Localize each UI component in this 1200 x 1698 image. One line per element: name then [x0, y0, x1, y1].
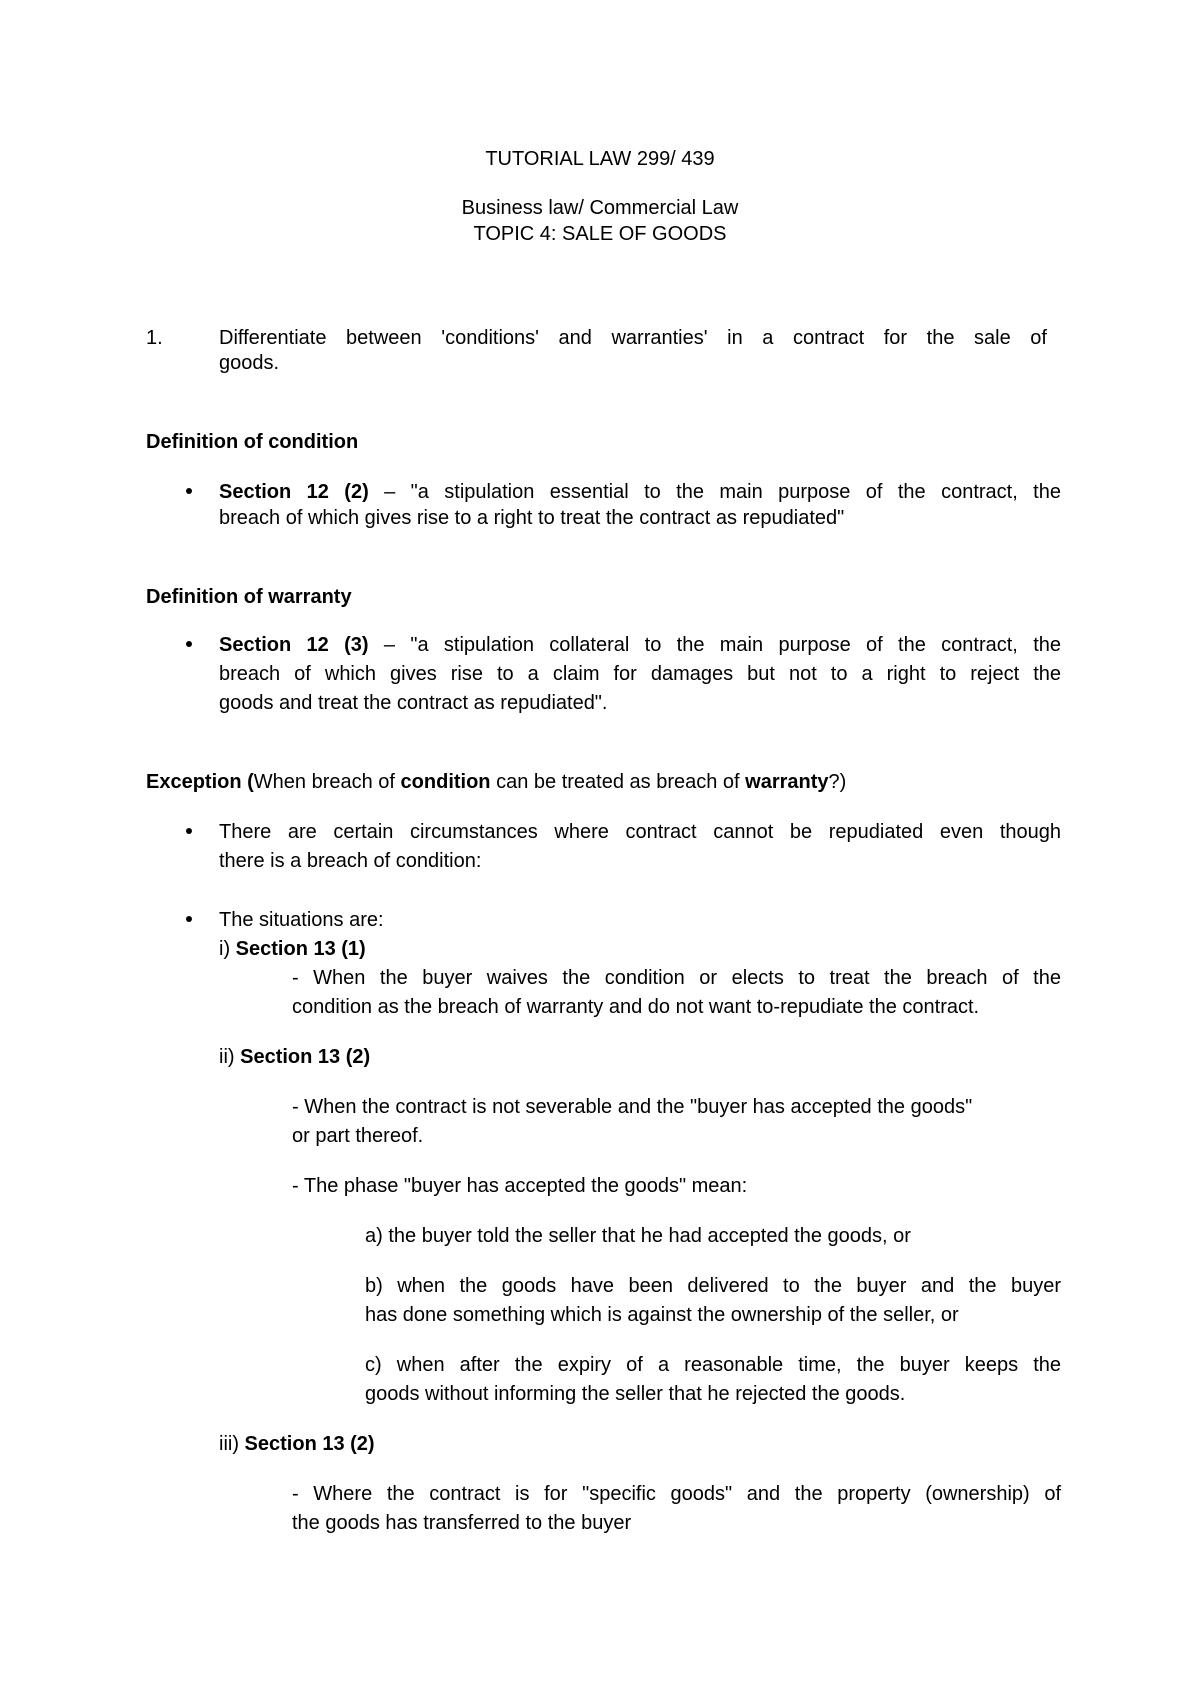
situation-iii-section: Section 13 (2): [244, 1433, 375, 1455]
question-text-line2: goods.: [219, 352, 280, 374]
bullet-icon: [186, 488, 192, 494]
meaning-c-line1: c) when after the expiry of a reasonable time, the buyer keeps the: [365, 1354, 1061, 1376]
warranty-section: Section 12 (3): [219, 634, 369, 656]
bullet-icon: [186, 641, 192, 647]
situation-iii-heading: [219, 1432, 375, 1456]
exception-text3: ?): [828, 771, 847, 793]
condition-text: – "a stipulation essential to the main purpose of the contract, the: [368, 481, 1061, 503]
situation-ii-heading: [219, 1045, 370, 1069]
situation-ii-line2: or part thereof.: [292, 1125, 424, 1147]
condition-line2: breach of which gives rise to a right to treat the contract as repudiated": [219, 507, 845, 529]
condition-section: Section 12 (2): [219, 481, 369, 503]
situation-i-heading: [219, 937, 366, 961]
question-number: 1.: [146, 327, 163, 349]
situation-iii-line2: the goods has transferred to the buyer: [292, 1512, 632, 1534]
document-topic: TOPIC 4: SALE OF GOODS: [473, 223, 727, 245]
warranty-line3: goods and treat the contract as repudiated".: [219, 692, 608, 714]
exception-bullet2: The situations are:: [219, 909, 384, 931]
exception-text1: When breach of: [253, 771, 401, 793]
warranty-line2: breach of which gives rise to a claim for damages but not to a right to reject the: [219, 663, 1061, 685]
exception-word-warranty: warranty: [745, 771, 829, 793]
situation-i-line1: - When the buyer waives the condition or elects to treat the breach of the: [292, 967, 1061, 989]
situation-ii-phase: - The phase "buyer has accepted the goods" mean:: [292, 1175, 748, 1197]
situation-iii-line1: - Where the contract is for "specific goods" and the property (ownership) of: [292, 1483, 1061, 1505]
situation-iii-prefix: iii): [219, 1433, 245, 1455]
bullet-icon: [186, 828, 192, 834]
meaning-c-line2: goods without informing the seller that he rejected the goods.: [365, 1383, 906, 1405]
meaning-a: a) the buyer told the seller that he had accepted the goods, or: [365, 1225, 911, 1247]
warranty-line1: [219, 633, 1061, 657]
question-text-line1: Differentiate between 'conditions' and warranties' in a contract for the sale of: [219, 327, 1047, 349]
situation-i-prefix: i): [219, 938, 236, 960]
warranty-text: – "a stipulation collateral to the main purpose of the contract, the: [368, 634, 1061, 656]
warranty-heading: Definition of warranty: [146, 586, 352, 608]
exception-bullet1-line1: There are certain circumstances where contract cannot be repudiated even though: [219, 821, 1061, 843]
situation-i-section: Section 13 (1): [235, 938, 366, 960]
situation-ii-line1: - When the contract is not severable and the "buyer has accepted the goods": [292, 1096, 973, 1118]
document-title: TUTORIAL LAW 299/ 439: [485, 148, 715, 170]
condition-heading: Definition of condition: [146, 431, 359, 453]
exception-label: Exception (: [146, 771, 254, 793]
meaning-b-line2: has done something which is against the ownership of the seller, or: [365, 1304, 959, 1326]
bullet-icon: [186, 916, 192, 922]
exception-heading: [146, 770, 846, 794]
condition-line1: [219, 480, 1061, 504]
situation-i-line2: condition as the breach of warranty and do not want to-repudiate the contract.: [292, 996, 980, 1018]
exception-word-condition: condition: [400, 771, 491, 793]
exception-text2: can be treated as breach of: [490, 771, 746, 793]
document-subtitle: Business law/ Commercial Law: [461, 197, 739, 219]
situation-ii-section: Section 13 (2): [240, 1046, 371, 1068]
situation-ii-prefix: ii): [219, 1046, 241, 1068]
meaning-b-line1: b) when the goods have been delivered to the buyer and the buyer: [365, 1275, 1061, 1297]
exception-bullet1-line2: there is a breach of condition:: [219, 850, 482, 872]
